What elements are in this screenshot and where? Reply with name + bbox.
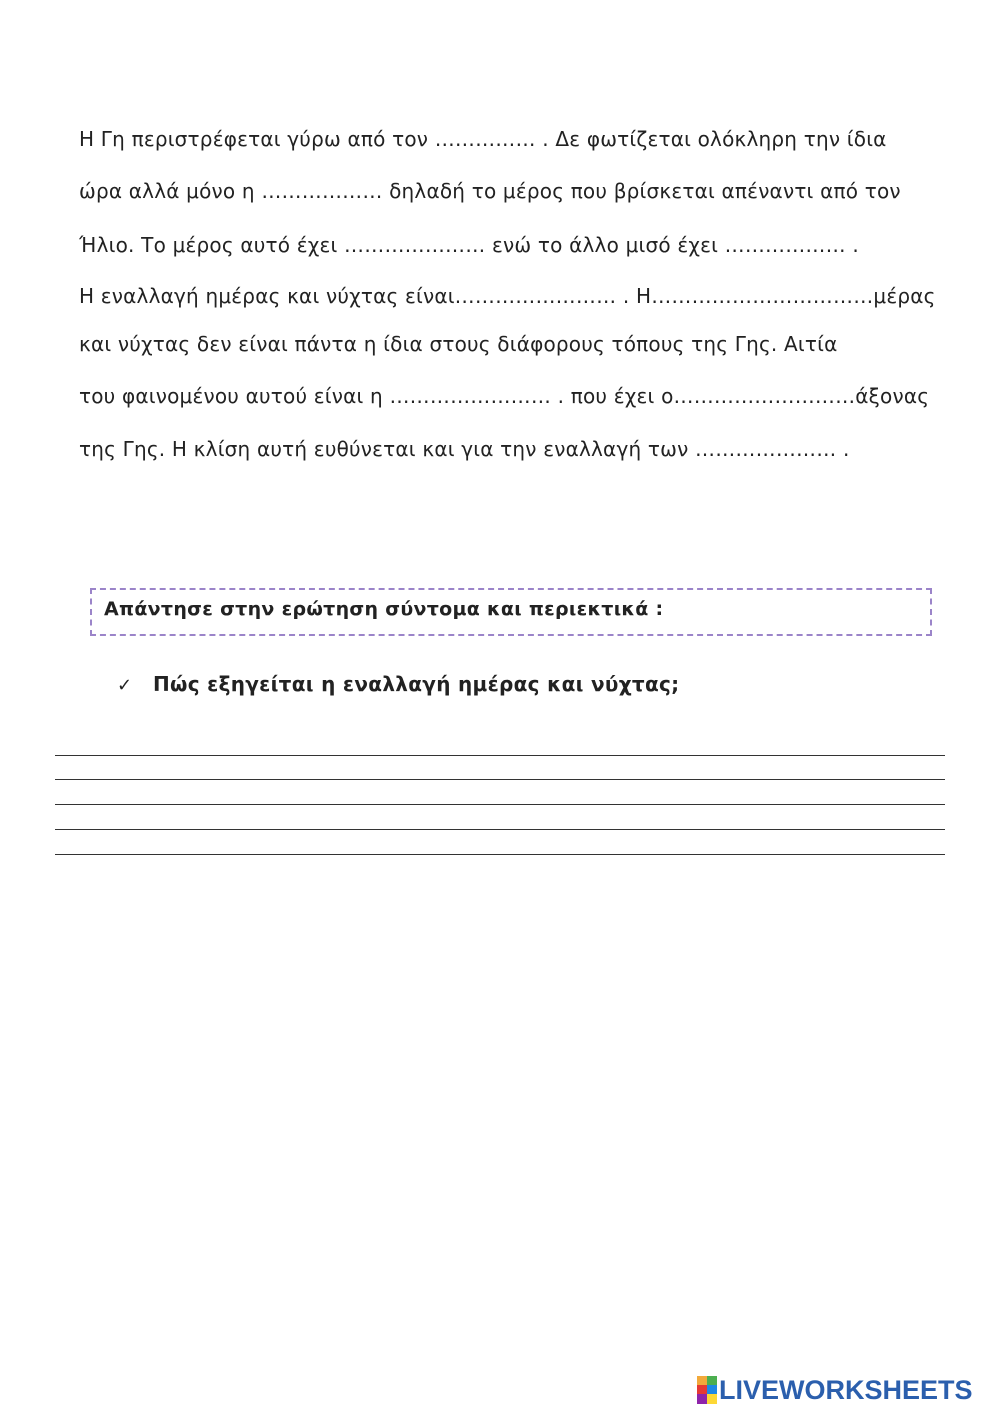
logo-text: LIVEWORKSHEETS bbox=[719, 1374, 973, 1405]
answer-line[interactable] bbox=[55, 829, 945, 830]
paragraph-line-7: της Γης. Η κλίση αυτή ευθύνεται και για την εναλλαγή των ………………… . bbox=[79, 437, 850, 461]
instruction-box bbox=[90, 588, 932, 636]
question-text: Πώς εξηγείται η εναλλαγή ημέρας και νύχτας; bbox=[153, 672, 680, 696]
paragraph-line-6: του φαινομένου αυτού είναι η …………………… . που έχει ο………………………άξονας bbox=[79, 384, 930, 408]
question-item bbox=[117, 672, 679, 696]
answer-line[interactable] bbox=[55, 804, 945, 805]
paragraph-line-5: και νύχτας δεν είναι πάντα η ίδια στους διάφορους τόπους της Γης. Αιτία bbox=[79, 332, 838, 356]
paragraph-line-4: Η εναλλαγή ημέρας και νύχτας είναι…………………… . Η……………………………μέρας bbox=[79, 284, 936, 308]
paragraph-line-2: ώρα αλλά μόνο η ……………… δηλαδή το μέρος που βρίσκεται απέναντι από τον bbox=[79, 179, 901, 203]
answer-line[interactable] bbox=[55, 854, 945, 855]
answer-line[interactable] bbox=[55, 755, 945, 756]
liveworksheets-logo bbox=[697, 1376, 973, 1404]
paragraph-line-1: Η Γη περιστρέφεται γύρω από τον …………… . Δε φωτίζεται ολόκληρη την ίδια bbox=[79, 127, 887, 151]
checkmark-icon: ✓ bbox=[117, 675, 133, 696]
paragraph-line-3: Ήλιο. Το μέρος αυτό έχει ………………… ενώ το άλλο μισό έχει ……………… . bbox=[79, 233, 859, 257]
logo-mark-icon bbox=[697, 1376, 717, 1404]
instruction-label: Απάντησε στην ερώτηση σύντομα και περιεκτικά : bbox=[104, 598, 664, 620]
answer-line[interactable] bbox=[55, 779, 945, 780]
